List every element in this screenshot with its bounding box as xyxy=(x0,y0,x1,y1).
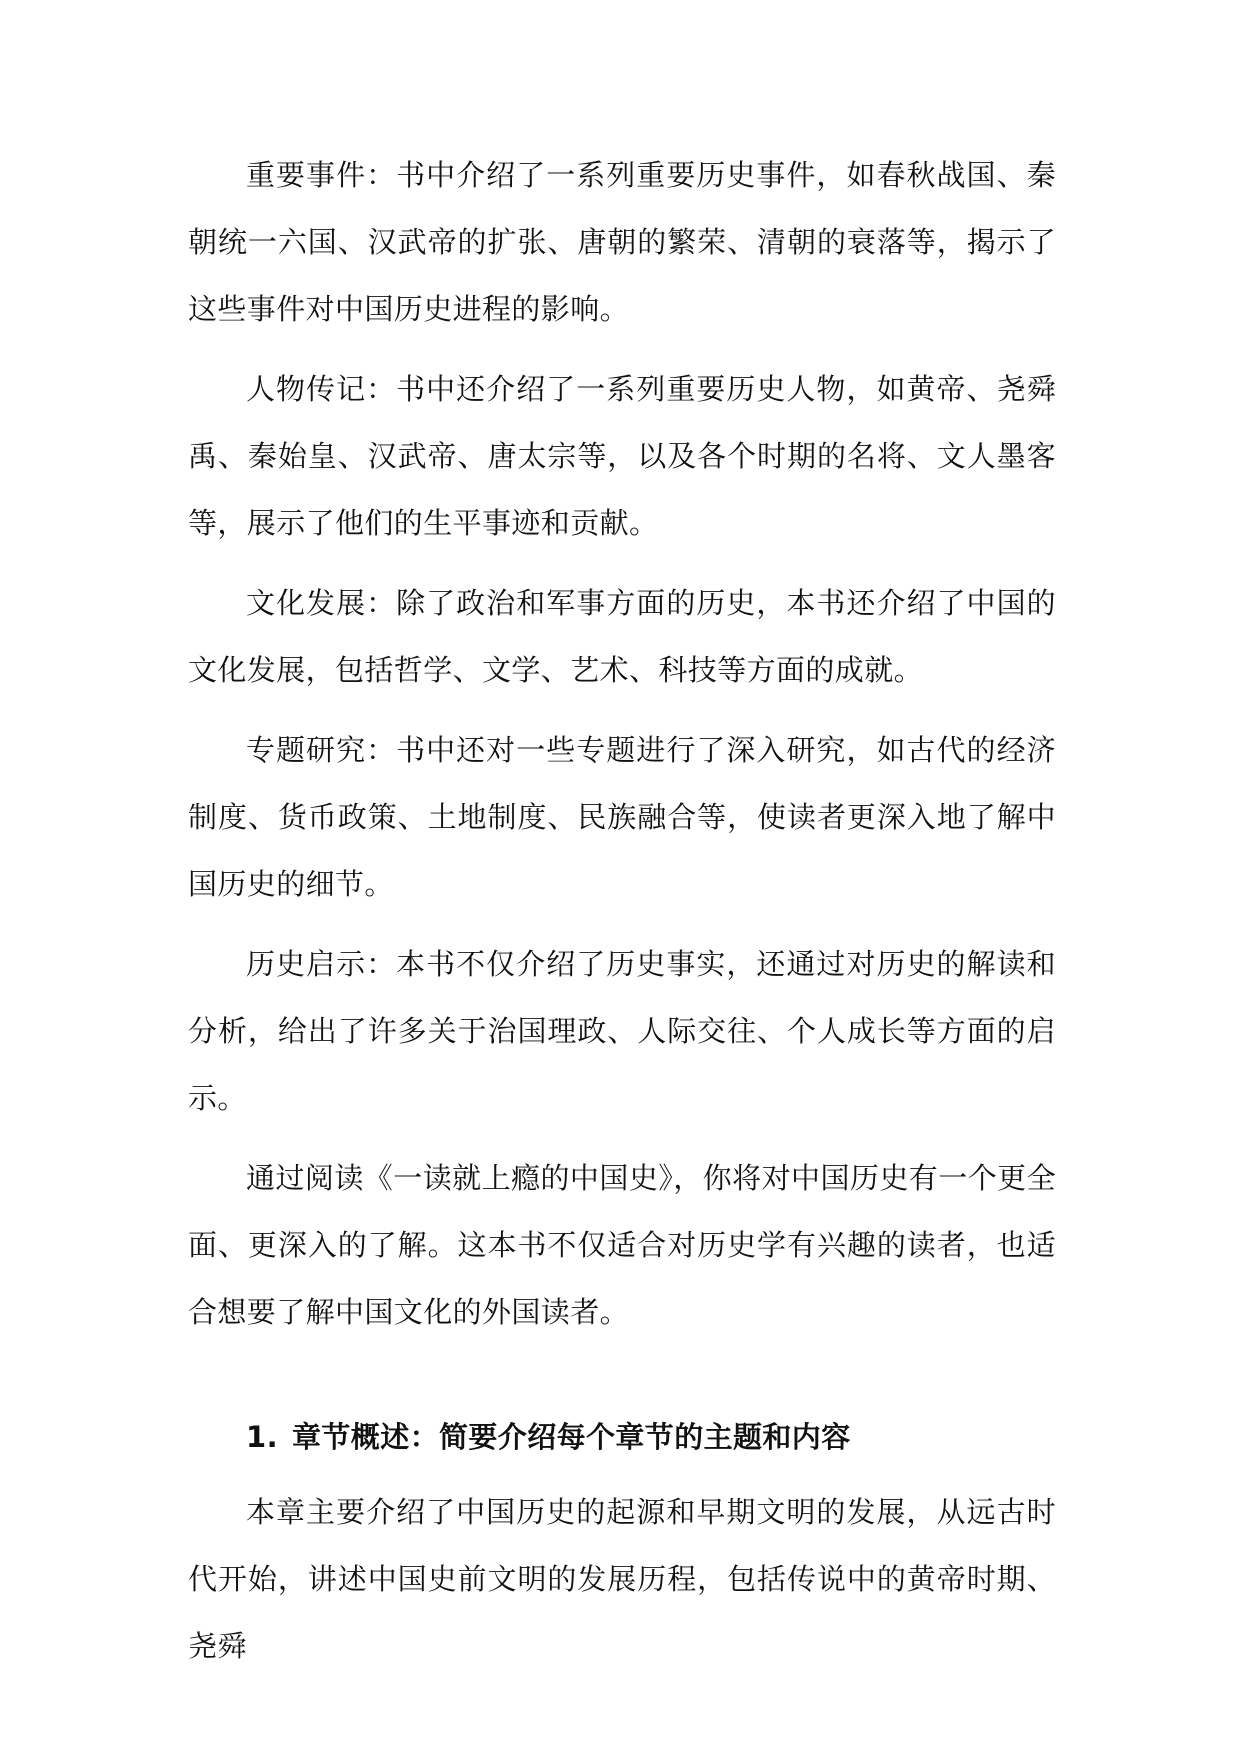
paragraph-special-studies: 专题研究：书中还对一些专题进行了深入研究，如古代的经济制度、货币政策、土地制度、民族融合等，使读者更深入地了解中国历史的细节。 xyxy=(188,733,1056,901)
paragraph-cultural-development: 文化发展：除了政治和军事方面的历史，本书还介绍了中国的文化发展，包括哲学、文学、艺术、科技等方面的成就。 xyxy=(188,586,1056,687)
paragraph-important-events: 重要事件：书中介绍了一系列重要历史事件，如春秋战国、秦朝统一六国、汉武帝的扩张、唐朝的繁荣、清朝的衰落等，揭示了这些事件对中国历史进程的影响。 xyxy=(188,158,1056,326)
paragraph-chapter-intro: 本章主要介绍了中国历史的起源和早期文明的发展，从远古时代开始，讲述中国史前文明的发展历程，包括传说中的黄帝时期、尧舜 xyxy=(188,1495,1056,1663)
section-title: 章节概述：简要介绍每个章节的主题和内容 xyxy=(292,1420,851,1454)
section-number: 1. xyxy=(246,1420,278,1454)
document-body xyxy=(188,142,1056,1693)
paragraph-summary: 通过阅读《一读就上瘾的中国史》，你将对中国历史有一个更全面、更深入的了解。这本书不仅适合对历史学有兴趣的读者，也适合想要了解中国文化的外国读者。 xyxy=(188,1161,1056,1329)
paragraph-biographies: 人物传记：书中还介绍了一系列重要历史人物，如黄帝、尧舜禹、秦始皇、汉武帝、唐太宗等，以及各个时期的名将、文人墨客等，展示了他们的生平事迹和贡献。 xyxy=(188,372,1056,540)
section-heading xyxy=(188,1404,1056,1471)
paragraph-historical-insights: 历史启示：本书不仅介绍了历史事实，还通过对历史的解读和分析，给出了许多关于治国理政、人际交往、个人成长等方面的启示。 xyxy=(188,947,1056,1115)
